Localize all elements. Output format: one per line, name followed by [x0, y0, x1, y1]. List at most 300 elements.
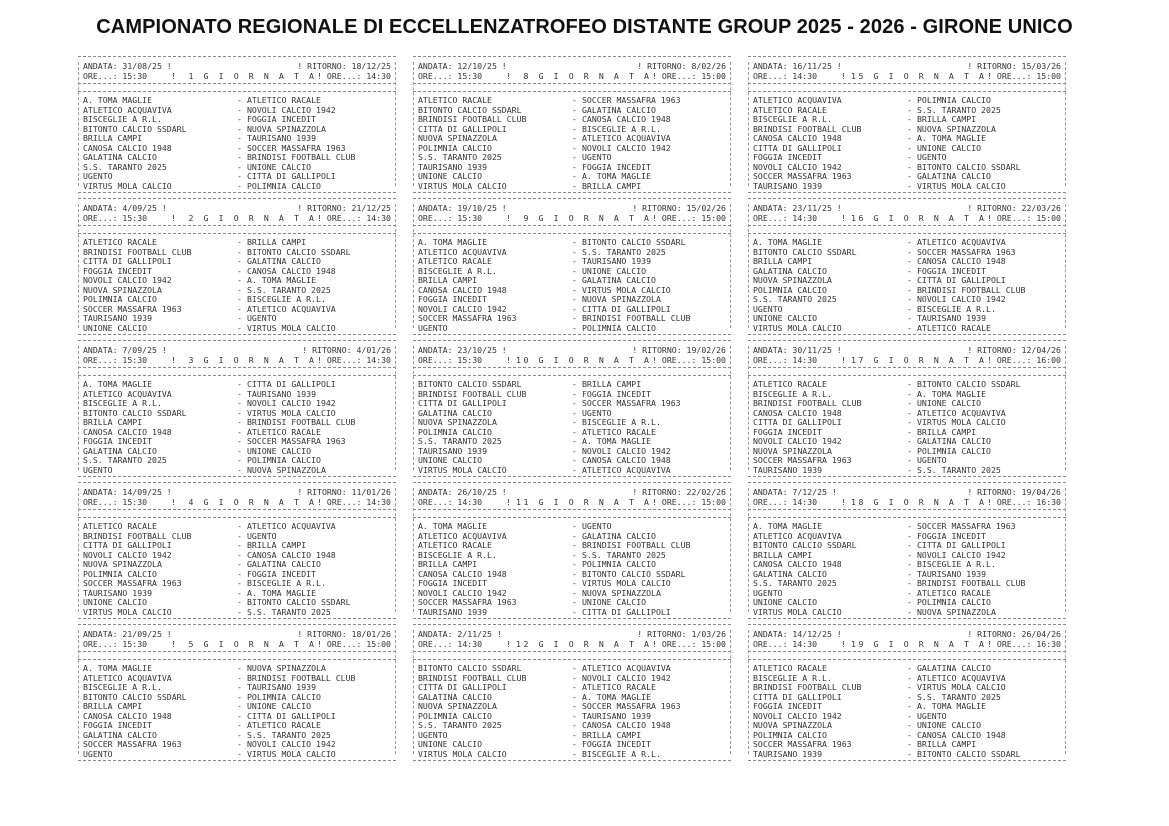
home-team: NOVOLI CALCIO 1942 [418, 587, 507, 598]
ritorno-date: ! RITORNO: 12/04/26 [967, 345, 1061, 355]
away-team: ATLETICO ACQUAVIVA [582, 133, 671, 143]
home-team: CANOSA CALCIO 1948 [83, 142, 172, 153]
match-row [83, 446, 391, 456]
andata-date: ANDATA: 23/10/25 ! [418, 345, 507, 355]
home-team: BISCEGLIE A R.L. [753, 114, 832, 124]
home-team: ATLETICO RACALE [753, 104, 827, 115]
home-team: CITTA DI GALLIPOLI [753, 691, 842, 702]
match-dash: - [907, 682, 912, 692]
home-team: VIRTUS MOLA CALCIO [418, 180, 507, 191]
round-header-times [83, 639, 391, 649]
home-team: UNIONE CALCIO [418, 739, 483, 749]
round-header-times [418, 213, 726, 223]
dashed-rule [413, 375, 731, 376]
match-row [418, 455, 726, 465]
round-header-times [753, 639, 1061, 649]
separator: ! [841, 71, 846, 81]
match-dash: - [237, 95, 242, 105]
round-header-times [753, 213, 1061, 223]
border-right [395, 346, 396, 470]
match-row [753, 275, 1061, 285]
match-row [753, 313, 1061, 323]
match-dash: - [572, 739, 577, 749]
away-team: NUOVA SPINAZZOLA [582, 587, 661, 598]
match-row [418, 408, 726, 418]
match-row [753, 569, 1061, 579]
match-row [83, 597, 391, 607]
home-team: CITTA DI GALLIPOLI [753, 417, 842, 427]
match-row [753, 294, 1061, 304]
away-team: BISCEGLIE A R.L. [582, 748, 661, 759]
home-team: UGENTO [418, 729, 448, 740]
andata-time: ORE...: 15:30 [418, 71, 483, 81]
away-team: S.S. TARANTO 2025 [917, 691, 1001, 702]
match-row [753, 711, 1061, 721]
away-team: NUOVA SPINAZZOLA [917, 606, 996, 617]
away-team: NOVOLI CALCIO 1942 [917, 549, 1006, 560]
border-right [395, 630, 396, 754]
giornata-label: 1 G I O R N A T A [181, 71, 317, 81]
home-team: BISCEGLIE A R.L. [83, 114, 162, 124]
away-team: POLIMNIA CALCIO [917, 597, 991, 607]
border-right [730, 630, 731, 754]
away-team: BRINDISI FOOTBALL CLUB [582, 313, 691, 323]
separator: ! [506, 213, 511, 223]
match-dash: - [237, 114, 242, 124]
away-team: CANOSA CALCIO 1948 [247, 549, 336, 560]
match-row [753, 720, 1061, 730]
match-row [418, 162, 726, 172]
andata-date: ANDATA: 30/11/25 ! [753, 345, 842, 355]
home-team: ATLETICO RACALE [418, 95, 492, 105]
away-team: BRILLA CAMPI [582, 180, 642, 191]
match-row [753, 95, 1061, 105]
border-left [748, 488, 749, 612]
andata-date: ANDATA: 7/12/25 ! [753, 487, 837, 497]
match-dash: - [907, 455, 912, 465]
away-team: BRILLA CAMPI [247, 237, 307, 247]
dashed-rule [413, 334, 731, 335]
dashed-rule [78, 225, 396, 226]
home-team: VIRTUS MOLA CALCIO [418, 748, 507, 759]
border-left [78, 488, 79, 612]
match-row [418, 95, 726, 105]
match-row [83, 294, 391, 304]
match-row [83, 730, 391, 740]
round-block [748, 624, 1066, 760]
match-row [83, 285, 391, 295]
giornata-label: 19 G I O R N A T A [851, 639, 987, 649]
home-team: BRILLA CAMPI [83, 417, 143, 427]
round-header-times [418, 355, 726, 365]
dashed-rule [748, 624, 1066, 625]
away-team: CITTA DI GALLIPOLI [582, 303, 671, 314]
andata-time: ORE...: 15:30 [418, 213, 483, 223]
away-team: GALATINA CALCIO [582, 275, 656, 285]
away-team: S.S. TARANTO 2025 [582, 549, 666, 560]
dashed-rule [748, 659, 1066, 660]
andata-date: ANDATA: 7/09/25 ! [83, 345, 167, 355]
round-header-dates [753, 487, 1061, 497]
match-row [83, 143, 391, 153]
away-team: BRILLA CAMPI [247, 540, 307, 550]
dashed-rule [78, 482, 396, 483]
ritorno-date: ! RITORNO: 8/02/26 [637, 61, 726, 71]
home-team: VIRTUS MOLA CALCIO [753, 322, 842, 333]
match-dash: - [907, 171, 912, 181]
away-team: CANOSA CALCIO 1948 [917, 256, 1006, 266]
match-row [418, 607, 726, 617]
andata-date: ANDATA: 14/09/25 ! [83, 487, 172, 497]
home-team: S.S. TARANTO 2025 [418, 720, 502, 730]
match-dash: - [237, 180, 242, 191]
match-dash: - [572, 540, 577, 550]
away-team: VIRTUS MOLA CALCIO [582, 284, 671, 295]
match-dash: - [572, 275, 577, 285]
match-row [418, 682, 726, 692]
match-dash: - [907, 379, 912, 389]
match-row [418, 588, 726, 598]
ritorno-time: ! ORE...: 15:00 [317, 639, 391, 649]
home-team: A. TOMA MAGLIE [83, 663, 153, 673]
round-header-times [83, 213, 391, 223]
home-team: GALATINA CALCIO [753, 568, 827, 579]
match-row [418, 521, 726, 531]
ritorno-date: ! RITORNO: 4/01/26 [302, 345, 391, 355]
match-row [83, 181, 391, 191]
match-row [418, 294, 726, 304]
andata-time: ORE...: 15:30 [83, 71, 148, 81]
match-row [83, 588, 391, 598]
match-row [83, 701, 391, 711]
home-team: A. TOMA MAGLIE [418, 521, 488, 531]
match-dash: - [572, 559, 577, 569]
round-block [413, 482, 731, 618]
home-team: UNIONE CALCIO [418, 455, 483, 465]
away-team: UNIONE CALCIO [247, 161, 312, 172]
home-team: VIRTUS MOLA CALCIO [418, 464, 507, 475]
away-team: CITTA DI GALLIPOLI [247, 379, 336, 389]
match-row [418, 398, 726, 408]
home-team: POLIMNIA CALCIO [83, 294, 157, 304]
dashed-rule [78, 340, 396, 341]
match-row [753, 114, 1061, 124]
away-team: BITONTO CALCIO SSDARL [582, 568, 686, 579]
round-block [78, 198, 396, 334]
match-dash: - [237, 256, 242, 266]
away-team: BISCEGLIE A R.L. [582, 417, 661, 427]
match-row [83, 720, 391, 730]
away-team: TAURISANO 1939 [582, 710, 652, 721]
match-row [83, 465, 391, 475]
away-team: TAURISANO 1939 [247, 682, 317, 692]
round-header-dates [418, 487, 726, 497]
match-dash: - [907, 672, 912, 683]
match-row [418, 465, 726, 475]
away-team: ATLETICO ACQUAVIVA [247, 521, 336, 531]
away-team: S.S. TARANTO 2025 [247, 729, 331, 740]
dashed-rule [748, 367, 1066, 368]
border-left [748, 630, 749, 754]
match-row [753, 398, 1061, 408]
away-team: NOVOLI CALCIO 1942 [582, 445, 671, 456]
home-team: POLIMNIA CALCIO [753, 284, 827, 295]
home-team: BRINDISI FOOTBALL CLUB [753, 123, 862, 134]
match-dash: - [237, 691, 242, 702]
match-dash: - [572, 729, 577, 740]
away-team: BITONTO CALCIO SSDARL [247, 246, 351, 257]
match-dash: - [907, 445, 912, 456]
match-row [753, 124, 1061, 134]
away-team: VIRTUS MOLA CALCIO [917, 417, 1006, 427]
match-row [83, 237, 391, 247]
away-team: ATLETICO RACALE [247, 720, 321, 730]
round-block [78, 624, 396, 760]
away-team: UGENTO [582, 407, 612, 418]
home-team: BRINDISI FOOTBALL CLUB [418, 672, 527, 683]
match-row [753, 578, 1061, 588]
home-team: GALATINA CALCIO [83, 445, 157, 456]
dashed-rule [413, 517, 731, 518]
ritorno-time: ! ORE...: 15:00 [987, 213, 1061, 223]
home-team: UNIONE CALCIO [753, 597, 818, 607]
round-header-times [418, 71, 726, 81]
match-row [418, 531, 726, 541]
andata-time: ORE...: 14:30 [753, 639, 818, 649]
match-row [83, 323, 391, 333]
match-row [83, 682, 391, 692]
away-team: NOVOLI CALCIO 1942 [582, 142, 671, 153]
border-left [748, 204, 749, 328]
away-team: GALATINA CALCIO [917, 171, 991, 181]
match-dash: - [907, 104, 912, 115]
match-dash: - [237, 521, 242, 531]
separator: ! [841, 213, 846, 223]
home-team: POLIMNIA CALCIO [83, 568, 157, 579]
border-left [413, 488, 414, 612]
round-header-dates [83, 203, 391, 213]
match-row [83, 379, 391, 389]
match-row [418, 597, 726, 607]
away-team: UGENTO [247, 313, 277, 323]
away-team: NUOVA SPINAZZOLA [247, 464, 326, 475]
away-team: S.S. TARANTO 2025 [247, 284, 331, 295]
away-team: UNIONE CALCIO [247, 445, 312, 456]
match-dash: - [572, 455, 577, 465]
match-row [753, 408, 1061, 418]
match-row [83, 607, 391, 617]
round-header-times [753, 497, 1061, 507]
home-team: SOCCER MASSAFRA 1963 [83, 739, 182, 749]
dashed-rule [748, 91, 1066, 92]
match-dash: - [572, 672, 577, 683]
match-row [418, 663, 726, 673]
border-right [730, 488, 731, 612]
match-row [753, 162, 1061, 172]
home-team: BISCEGLIE A R.L. [753, 388, 832, 399]
match-dash: - [237, 426, 242, 437]
home-team: POLIMNIA CALCIO [418, 426, 492, 437]
home-team: S.S. TARANTO 2025 [83, 161, 167, 172]
away-team: SOCCER MASSAFRA 1963 [917, 246, 1016, 257]
match-dash: - [907, 133, 912, 143]
away-team: TAURISANO 1939 [247, 133, 317, 143]
match-dash: - [572, 123, 577, 134]
border-right [1065, 488, 1066, 612]
match-row [418, 266, 726, 276]
home-team: NUOVA SPINAZZOLA [418, 133, 497, 143]
home-team: NUOVA SPINAZZOLA [753, 275, 832, 285]
home-team: FOGGIA INCEDIT [753, 426, 823, 437]
away-team: CANOSA CALCIO 1948 [917, 729, 1006, 740]
away-team: UGENTO [582, 152, 612, 162]
home-team: NUOVA SPINAZZOLA [83, 559, 162, 569]
home-team: BISCEGLIE A R.L. [753, 672, 832, 683]
dashed-rule [413, 509, 731, 510]
match-dash: - [572, 436, 577, 446]
away-team: CITTA DI GALLIPOLI [247, 710, 336, 721]
home-team: NUOVA SPINAZZOLA [418, 417, 497, 427]
away-team: NOVOLI CALCIO 1942 [917, 294, 1006, 304]
home-team: BITONTO CALCIO SSDARL [418, 379, 522, 389]
home-team: TAURISANO 1939 [753, 464, 823, 475]
home-team: BISCEGLIE A R.L. [83, 682, 162, 692]
home-team: CANOSA CALCIO 1948 [753, 559, 842, 569]
giornata-label: 12 G I O R N A T A [516, 639, 652, 649]
dashed-rule [413, 624, 731, 625]
away-team: BRINDISI FOOTBALL CLUB [247, 152, 356, 162]
dashed-rule [78, 509, 396, 510]
match-dash: - [237, 701, 242, 711]
away-team: ATLETICO ACQUAVIVA [917, 237, 1006, 247]
home-team: UGENTO [83, 171, 113, 181]
match-row [418, 181, 726, 191]
away-team: FOGGIA INCEDIT [917, 265, 987, 276]
match-row [753, 682, 1061, 692]
match-dash: - [237, 265, 242, 276]
home-team: FOGGIA INCEDIT [753, 152, 823, 162]
match-dash: - [907, 559, 912, 569]
away-team: BRINDISI FOOTBALL CLUB [917, 284, 1026, 295]
away-team: ATLETICO RACALE [582, 682, 656, 692]
dashed-rule [413, 233, 731, 234]
ritorno-time: ! ORE...: 15:00 [652, 355, 726, 365]
dashed-rule [413, 651, 731, 652]
ritorno-date: ! RITORNO: 15/03/26 [967, 61, 1061, 71]
match-dash: - [907, 284, 912, 295]
away-team: NUOVA SPINAZZOLA [247, 123, 326, 134]
away-team: S.S. TARANTO 2025 [917, 104, 1001, 115]
match-dash: - [572, 104, 577, 115]
dashed-rule [748, 198, 1066, 199]
home-team: UGENTO [418, 322, 448, 333]
away-team: BISCEGLIE A R.L. [247, 578, 326, 588]
match-row [83, 408, 391, 418]
border-left [413, 62, 414, 186]
match-row [753, 304, 1061, 314]
match-dash: - [572, 417, 577, 427]
away-team: GALATINA CALCIO [582, 530, 656, 541]
away-team: BRILLA CAMPI [582, 729, 642, 740]
home-team: BITONTO CALCIO SSDARL [83, 691, 187, 702]
dashed-rule [748, 375, 1066, 376]
home-team: BRILLA CAMPI [83, 133, 143, 143]
away-team: POLIMNIA CALCIO [917, 95, 991, 105]
dashed-rule [748, 56, 1066, 57]
away-team: UGENTO [582, 521, 612, 531]
dashed-rule [748, 83, 1066, 84]
away-team: UGENTO [917, 152, 947, 162]
home-team: BRILLA CAMPI [418, 559, 478, 569]
home-team: CITTA DI GALLIPOLI [418, 398, 507, 408]
match-dash: - [237, 436, 242, 446]
away-team: GALATINA CALCIO [917, 436, 991, 446]
home-team: SOCCER MASSAFRA 1963 [83, 303, 182, 314]
home-team: BRILLA CAMPI [753, 256, 813, 266]
match-dash: - [907, 720, 912, 730]
match-dash: - [572, 682, 577, 692]
away-team: CITTA DI GALLIPOLI [917, 540, 1006, 550]
away-team: SOCCER MASSAFRA 1963 [247, 436, 346, 446]
match-dash: - [572, 398, 577, 408]
andata-date: ANDATA: 16/11/25 ! [753, 61, 842, 71]
match-row [753, 701, 1061, 711]
home-team: BRINDISI FOOTBALL CLUB [753, 682, 862, 692]
away-team: S.S. TARANTO 2025 [247, 606, 331, 617]
match-row [83, 749, 391, 759]
match-row [418, 446, 726, 456]
andata-date: ANDATA: 31/08/25 ! [83, 61, 172, 71]
match-dash: - [237, 587, 242, 598]
match-row [418, 323, 726, 333]
home-team: VIRTUS MOLA CALCIO [83, 606, 172, 617]
away-team: BRINDISI FOOTBALL CLUB [917, 578, 1026, 588]
andata-date: ANDATA: 2/11/25 ! [418, 629, 502, 639]
dashed-rule [748, 760, 1066, 761]
home-team: CANOSA CALCIO 1948 [753, 407, 842, 418]
home-team: TAURISANO 1939 [753, 180, 823, 191]
home-team: CITTA DI GALLIPOLI [83, 256, 172, 266]
match-row [83, 304, 391, 314]
dashed-rule [413, 198, 731, 199]
andata-time: ORE...: 14:30 [753, 71, 818, 81]
match-dash: - [237, 398, 242, 408]
home-team: GALATINA CALCIO [418, 691, 492, 702]
away-team: CANOSA CALCIO 1948 [247, 265, 336, 276]
match-row [753, 323, 1061, 333]
match-row [418, 749, 726, 759]
away-team: UGENTO [917, 455, 947, 465]
match-dash: - [572, 578, 577, 588]
dashed-rule [78, 83, 396, 84]
match-dash: - [237, 720, 242, 730]
andata-date: ANDATA: 19/10/25 ! [418, 203, 507, 213]
separator: ! [506, 639, 511, 649]
home-team: SOCCER MASSAFRA 1963 [753, 739, 852, 749]
away-team: A. TOMA MAGLIE [917, 133, 987, 143]
away-team: CANOSA CALCIO 1948 [582, 455, 671, 465]
match-dash: - [572, 379, 577, 389]
ritorno-date: ! RITORNO: 18/01/26 [297, 629, 391, 639]
away-team: BITONTO CALCIO SSDARL [917, 161, 1021, 172]
dashed-rule [748, 192, 1066, 193]
home-team: TAURISANO 1939 [83, 587, 153, 598]
match-dash: - [907, 540, 912, 550]
match-dash: - [237, 294, 242, 304]
separator: ! [841, 497, 846, 507]
away-team: BITONTO CALCIO SSDARL [247, 597, 351, 607]
dashed-rule [78, 334, 396, 335]
